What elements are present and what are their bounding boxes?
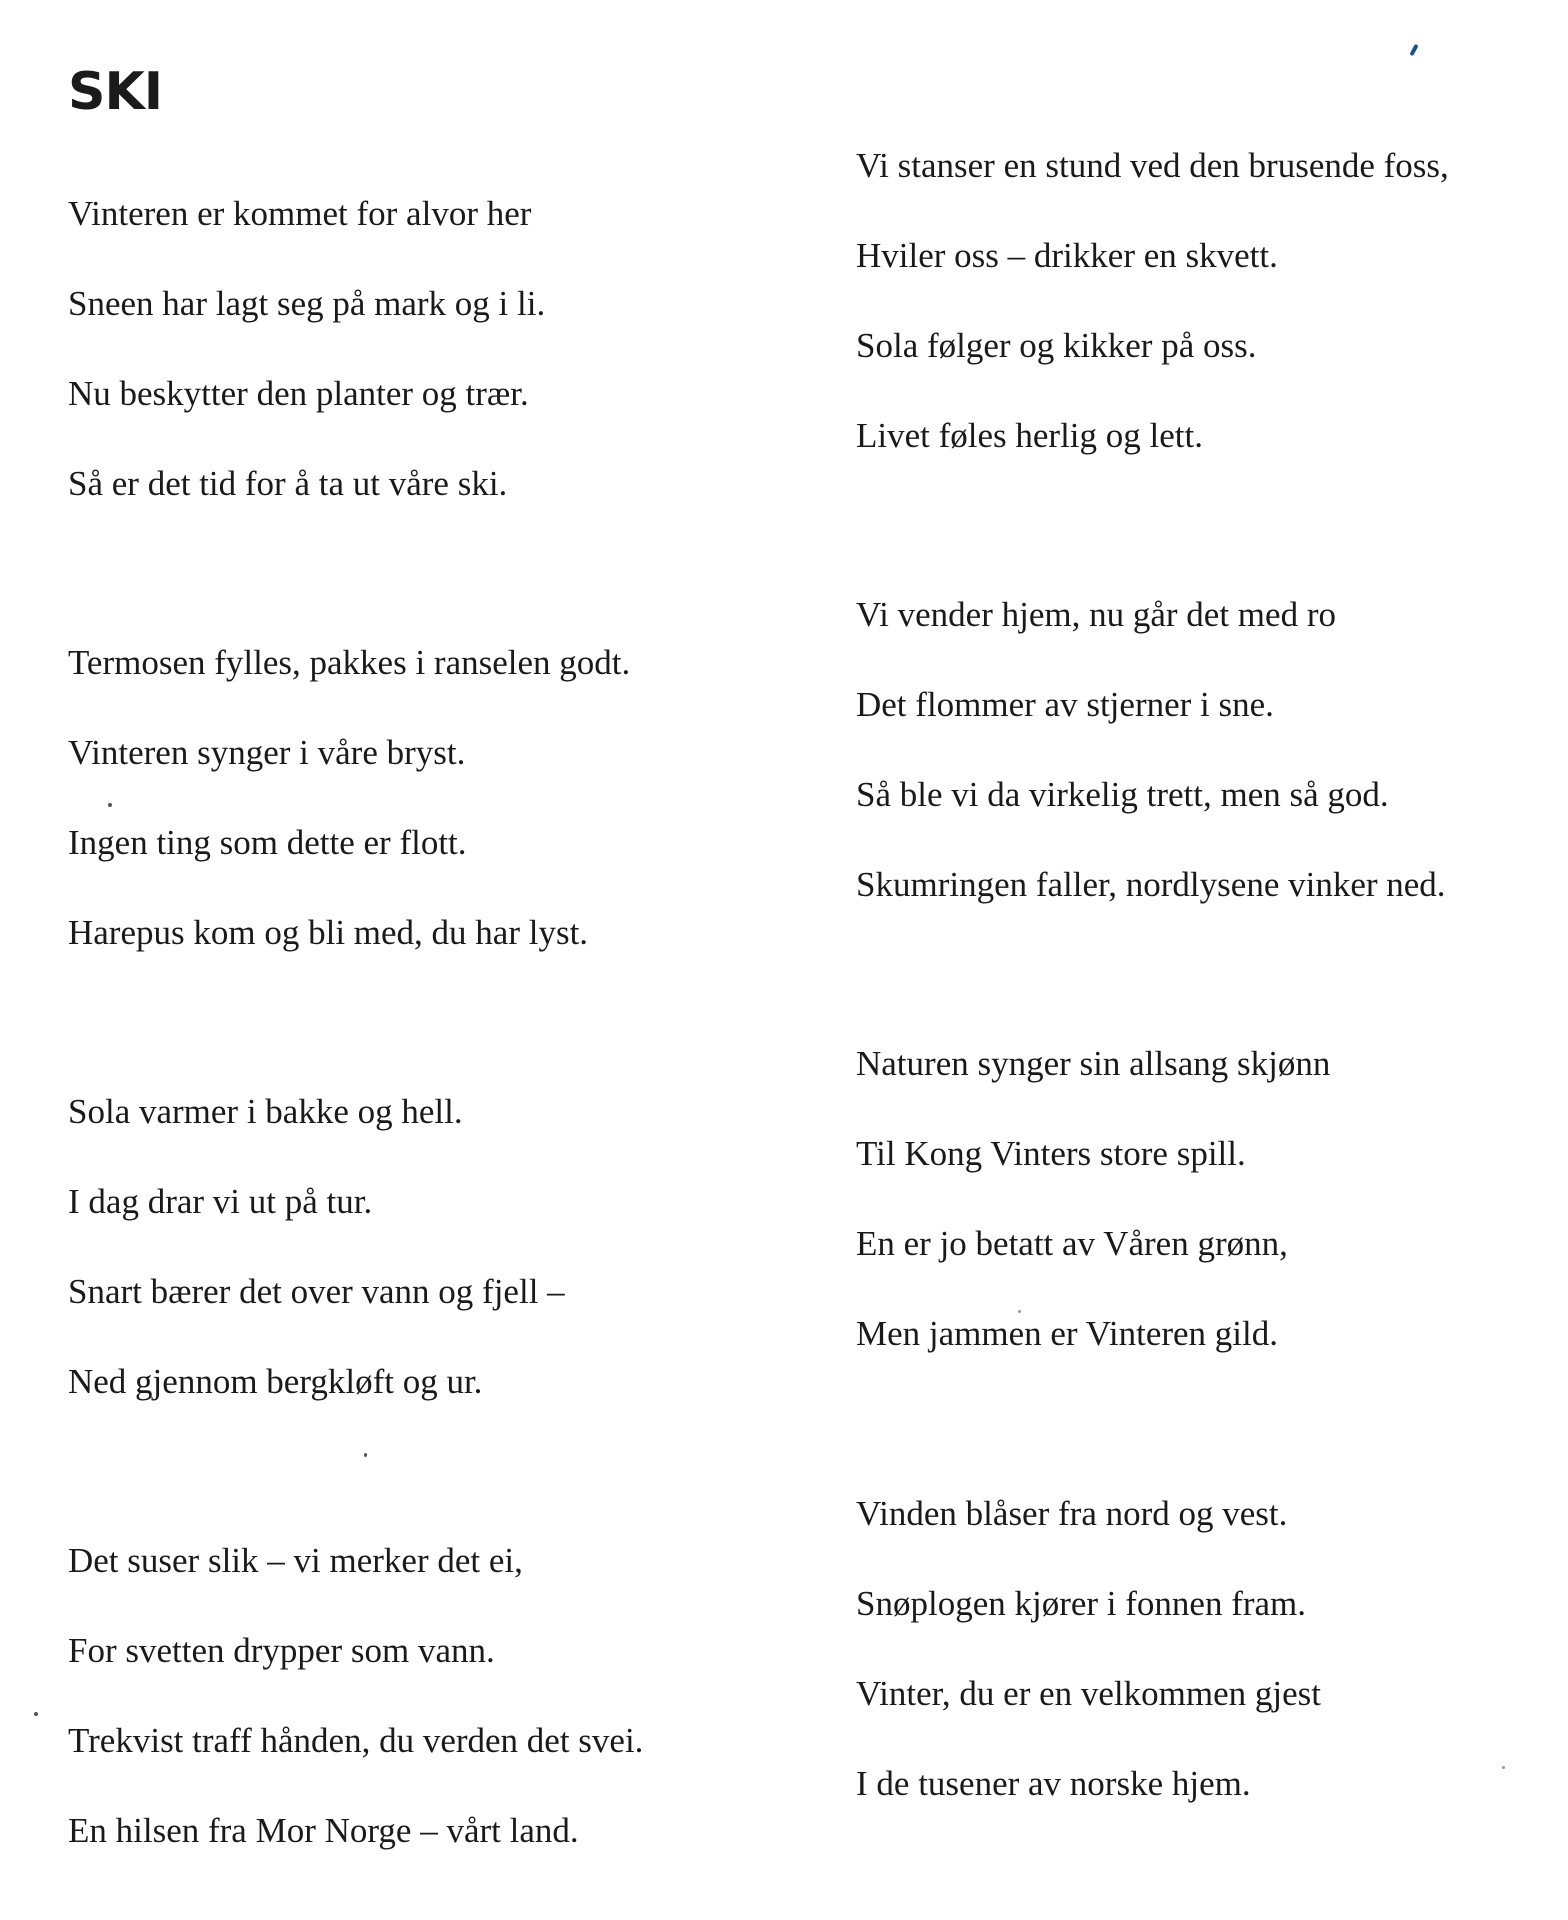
- scan-speck: [34, 1712, 38, 1716]
- poem-line: Vinden blåser fra nord og vest.: [856, 1494, 1288, 1533]
- poem-line: Skumringen faller, nordlysene vinker ned.: [856, 865, 1446, 904]
- poem-line: Men jammen er Vinteren gild.: [856, 1314, 1278, 1353]
- poem-line: Termosen fylles, pakkes i ranselen godt.: [68, 643, 631, 682]
- poem-title: SKI: [68, 62, 163, 122]
- stanza: [68, 194, 808, 574]
- poem-line: Sola varmer i bakke og hell.: [68, 1092, 463, 1131]
- scan-speck: [364, 1453, 367, 1457]
- poem-line: Vinteren synger i våre bryst.: [68, 733, 466, 772]
- poem-line: En hilsen fra Mor Norge – vårt land.: [68, 1811, 579, 1850]
- stanza: [68, 1092, 808, 1472]
- poem-line: Vinteren er kommet for alvor her: [68, 194, 532, 233]
- stanza: [856, 1044, 1568, 1424]
- poem-line: Harepus kom og bli med, du har lyst.: [68, 913, 589, 952]
- poem-line: For svetten drypper som vann.: [68, 1631, 495, 1670]
- poem-line: Trekvist traff hånden, du verden det svei.: [68, 1721, 644, 1760]
- pen-mark: [1409, 44, 1418, 56]
- poem-line: Vi stanser en stund ved den brusende foss,: [856, 146, 1449, 185]
- poem-line: Sneen har lagt seg på mark og i li.: [68, 284, 546, 323]
- scan-speck: [1018, 1310, 1021, 1313]
- poem-line: Så er det tid for å ta ut våre ski.: [68, 464, 508, 503]
- poem-line: Ned gjennom bergkløft og ur.: [68, 1362, 483, 1401]
- poem-line: I de tusener av norske hjem.: [856, 1764, 1251, 1803]
- poem-line: Snart bærer det over vann og fjell –: [68, 1272, 565, 1311]
- poem-line: Livet føles herlig og lett.: [856, 416, 1203, 455]
- stanza: [856, 595, 1568, 975]
- poem-line: Hviler oss – drikker en skvett.: [856, 236, 1278, 275]
- stanza: [68, 643, 808, 1023]
- poem-line: Nu beskytter den planter og trær.: [68, 374, 529, 413]
- stanza: [856, 1494, 1568, 1874]
- poem-line: En er jo betatt av Våren grønn,: [856, 1224, 1288, 1263]
- poem-line: Ingen ting som dette er flott.: [68, 823, 467, 862]
- stanza: [68, 1541, 808, 1920]
- poem-line: Det flommer av stjerner i sne.: [856, 685, 1274, 724]
- poem-line: Sola følger og kikker på oss.: [856, 326, 1257, 365]
- poem-line: Det suser slik – vi merker det ei,: [68, 1541, 523, 1580]
- scan-speck: [108, 803, 112, 807]
- poem-line: Naturen synger sin allsang skjønn: [856, 1044, 1331, 1083]
- stanza: [856, 146, 1568, 526]
- scan-speck: [1502, 1766, 1505, 1769]
- poem-line: I dag drar vi ut på tur.: [68, 1182, 373, 1221]
- poem-line: Snøplogen kjører i fonnen fram.: [856, 1584, 1307, 1623]
- poem-line: Til Kong Vinters store spill.: [856, 1134, 1246, 1173]
- poem-line: Så ble vi da virkelig trett, men så god.: [856, 775, 1389, 814]
- poem-line: Vi vender hjem, nu går det med ro: [856, 595, 1336, 634]
- poem-line: Vinter, du er en velkommen gjest: [856, 1674, 1321, 1713]
